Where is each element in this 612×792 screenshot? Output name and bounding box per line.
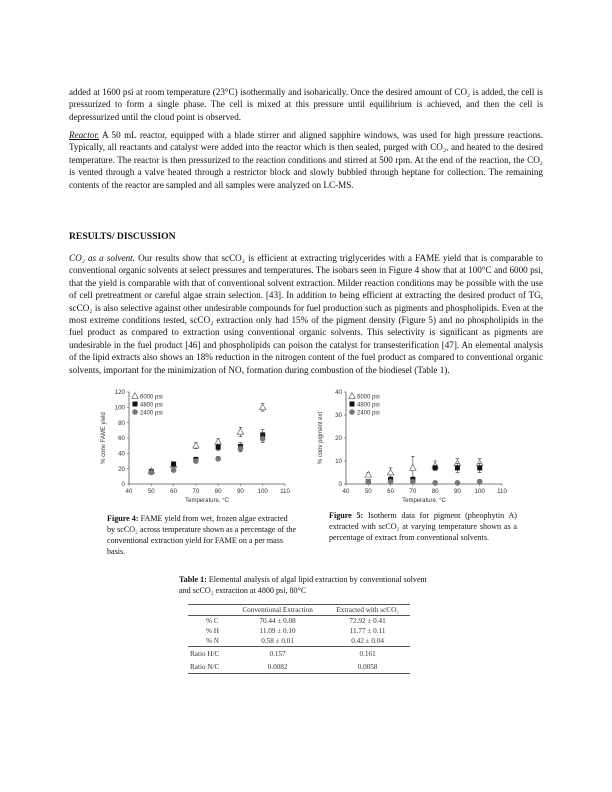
data-point-triangle: [193, 442, 199, 448]
legend-label: 6000 psi: [140, 394, 163, 401]
data-point-circle: [238, 446, 244, 452]
scco2-value: 11.77 ± 0.11: [349, 627, 386, 635]
legend-label: 6000 psi: [357, 394, 380, 401]
legend-label: 4800 psi: [357, 402, 380, 409]
x-axis-label: Temperature, °C: [402, 498, 446, 504]
x-tick-label: 50: [364, 488, 372, 495]
y-tick-label: 40: [335, 389, 342, 397]
table-row: [188, 660, 410, 674]
results-body: Our results show that scCO₂ is efficient at extracting triglycerides with a FAME yield that is comparable to conventional organic solvents at select pressures and temperatures. The isobars seen in Figure 4 show that at 100°C and 6000 psi, that the yield is comparable with that of conventional solvent extraction. Milder reaction conditions may be possible with the use of cell pretreatment or careful algae strain selection. [43]. In addition to being efficient at extracting the desired product of TG, scCO₂ is also selective against other undesirable compounds for fuel production such as pigments and phospholipids. Even at the most extreme conditions tested, scCO₂ extraction only had 15% of the pigment density (Figure 5) and no phospholipids in the fuel product as compared to extraction using conventional organic solvents. This selectivity is significant as pigments are undesirable in the fuel product [46] and phospholipids can poison the catalyst for transesterification [47]. An elemental analysis of the lipid extracts also shows an 18% reduction in the nitrogen content of the fuel product as compared to conventional organic solvents, important for the minimization of NOₓ formation during combustion of the biodiesel (Table 1).: [69, 253, 543, 375]
data-point-circle: [132, 409, 138, 415]
data-point-circle: [477, 479, 483, 485]
data-point-square: [433, 465, 438, 470]
conventional-value: 11.09 ± 0.10: [259, 627, 296, 635]
table-row: [188, 626, 410, 636]
row-label: % H: [206, 627, 219, 635]
x-tick-label: 100: [257, 488, 268, 495]
legend-label: 2400 psi: [140, 410, 163, 417]
scco2-value: 0.0058: [325, 660, 410, 674]
figure-5-chart: [312, 386, 512, 506]
data-point-square: [216, 445, 221, 450]
data-point-circle: [148, 470, 154, 476]
figure-4-caption-text: FAME yield from wet, frozen algae extracted by scCO₂ across temperature shown as a percentage of the conventional extraction yield for FAME on a per mass basis.: [107, 514, 297, 556]
y-tick-label: 20: [335, 435, 342, 443]
legend-label: 2400 psi: [357, 410, 380, 417]
y-axis-label: % conv pigment ext: [318, 411, 324, 465]
x-tick-label: 80: [214, 488, 222, 495]
data-point-circle: [365, 479, 371, 485]
data-point-circle: [193, 458, 199, 464]
figure-5-caption: [329, 511, 517, 544]
legend-label: 4800 psi: [140, 402, 163, 409]
table-1-caption: [179, 575, 439, 597]
table-1-caption-text: Elemental analysis of algal lipid extraction by conventional solvent and scCO₂ extraction at 4800 psi, 80°C: [179, 575, 427, 595]
data-point-square: [455, 465, 460, 470]
x-tick-label: 60: [170, 488, 178, 495]
data-point-circle: [432, 480, 438, 486]
results-paragraph: [69, 252, 543, 376]
x-tick-label: 110: [497, 488, 507, 495]
table-1-label: Table 1:: [179, 575, 207, 584]
row-label: Ratio H/C: [188, 647, 230, 661]
y-axis-label: % conv FAME yield: [101, 412, 107, 464]
figure-4-caption: [107, 514, 297, 558]
y-tick-label: 20: [118, 465, 125, 473]
y-tick-label: 0: [121, 481, 125, 489]
row-label: % C: [206, 617, 219, 625]
data-point-triangle: [410, 465, 416, 471]
data-point-triangle: [349, 393, 355, 399]
x-tick-label: 100: [474, 488, 485, 495]
x-tick-label: 70: [409, 488, 417, 495]
data-point-triangle: [215, 439, 221, 445]
table-row: [188, 647, 410, 661]
conventional-value: 0.58 ± 0.01: [261, 637, 294, 645]
data-point-circle: [455, 480, 461, 486]
intro-paragraph: added at 1600 psi at room temperature (23°C) isothermally and isobarically. Once the desired amount of CO₂ is added, the cell is pressurized to form a single phase. The cell is mixed at this pressure until equilibrium is achieved, and then the cell is depressurized until the cloud point is observed.: [69, 87, 543, 122]
data-point-circle: [349, 409, 355, 415]
conventional-value: 0.0082: [230, 660, 325, 674]
reactor-label: Reactor.: [69, 130, 100, 140]
x-tick-label: 40: [125, 488, 133, 495]
table-header-blank: [188, 605, 230, 616]
data-point-circle: [260, 436, 266, 442]
y-tick-label: 10: [335, 458, 342, 466]
y-tick-label: 60: [118, 435, 125, 443]
x-axis-label: Temperature, °C: [185, 498, 229, 504]
data-point-triangle: [365, 472, 371, 478]
x-tick-label: 50: [147, 488, 155, 495]
table-header-conventional: Conventional Extraction: [230, 605, 325, 616]
data-point-triangle: [237, 429, 243, 435]
x-tick-label: 40: [342, 488, 350, 495]
y-tick-label: 80: [118, 419, 125, 427]
x-tick-label: 90: [236, 488, 244, 495]
data-point-square: [133, 402, 138, 407]
reactor-paragraph: [69, 129, 543, 191]
data-point-circle: [215, 456, 221, 462]
y-tick-label: 100: [114, 404, 125, 412]
y-tick-label: 0: [338, 481, 342, 489]
y-tick-label: 120: [114, 389, 125, 397]
figure-5-label: Figure 5:: [329, 511, 364, 520]
table-header-scco2: Extracted with scCO₂: [325, 605, 410, 616]
results-heading: RESULTS/ DISCUSSION: [69, 231, 176, 242]
scco2-value: 0.42 ± 0.04: [351, 637, 384, 645]
x-tick-label: 80: [431, 488, 439, 495]
data-point-square: [477, 465, 482, 470]
row-label: % N: [206, 637, 219, 645]
figure-4-label: Figure 4:: [107, 514, 139, 523]
data-point-circle: [388, 479, 394, 485]
scco2-value: 72.92 ± 0.41: [349, 617, 386, 625]
table-row: [188, 636, 410, 647]
figure-4-chart: [95, 386, 295, 506]
x-tick-label: 90: [453, 488, 461, 495]
figure-5-caption-text: Isotherm data for pigment (pheophytin A) extracted with scCO₂ at varying temperature shown as a percentage of extract from conventional solvents.: [329, 511, 518, 542]
x-tick-label: 110: [280, 488, 290, 495]
scco2-value: 0.161: [325, 647, 410, 661]
data-point-square: [171, 462, 176, 467]
row-label: Ratio N/C: [188, 660, 230, 674]
results-lead: CO₂ as a solvent.: [69, 253, 135, 263]
x-tick-label: 60: [387, 488, 395, 495]
elemental-analysis-table: [188, 604, 410, 674]
x-tick-label: 70: [192, 488, 200, 495]
data-point-circle: [410, 479, 416, 485]
data-point-triangle: [387, 469, 393, 475]
conventional-value: 70.44 ± 0.08: [259, 617, 296, 625]
data-point-circle: [171, 467, 177, 473]
table-row: [188, 616, 410, 627]
reactor-text: A 50 mL reactor, equipped with a blade stirrer and aligned sapphire windows, was used for high pressure reactions. Typically, all reactants and catalyst were added into the reactor which is then sealed, purged with CO₂, and heated to the desired temperature. The reactor is then pressurized to the reaction conditions and stirred at 500 rpm. At the end of the reaction, the CO₂ is vented through a valve heated through a restrictor block and slowly bubbled through heptane for collection. The remaining contents of the reactor are sampled and all samples were analyzed on LC-MS.: [69, 130, 543, 190]
y-tick-label: 30: [335, 412, 342, 420]
conventional-value: 0.157: [230, 647, 325, 661]
y-tick-label: 40: [118, 450, 125, 458]
data-point-triangle: [132, 393, 138, 399]
data-point-triangle: [260, 404, 266, 410]
data-point-square: [350, 402, 355, 407]
